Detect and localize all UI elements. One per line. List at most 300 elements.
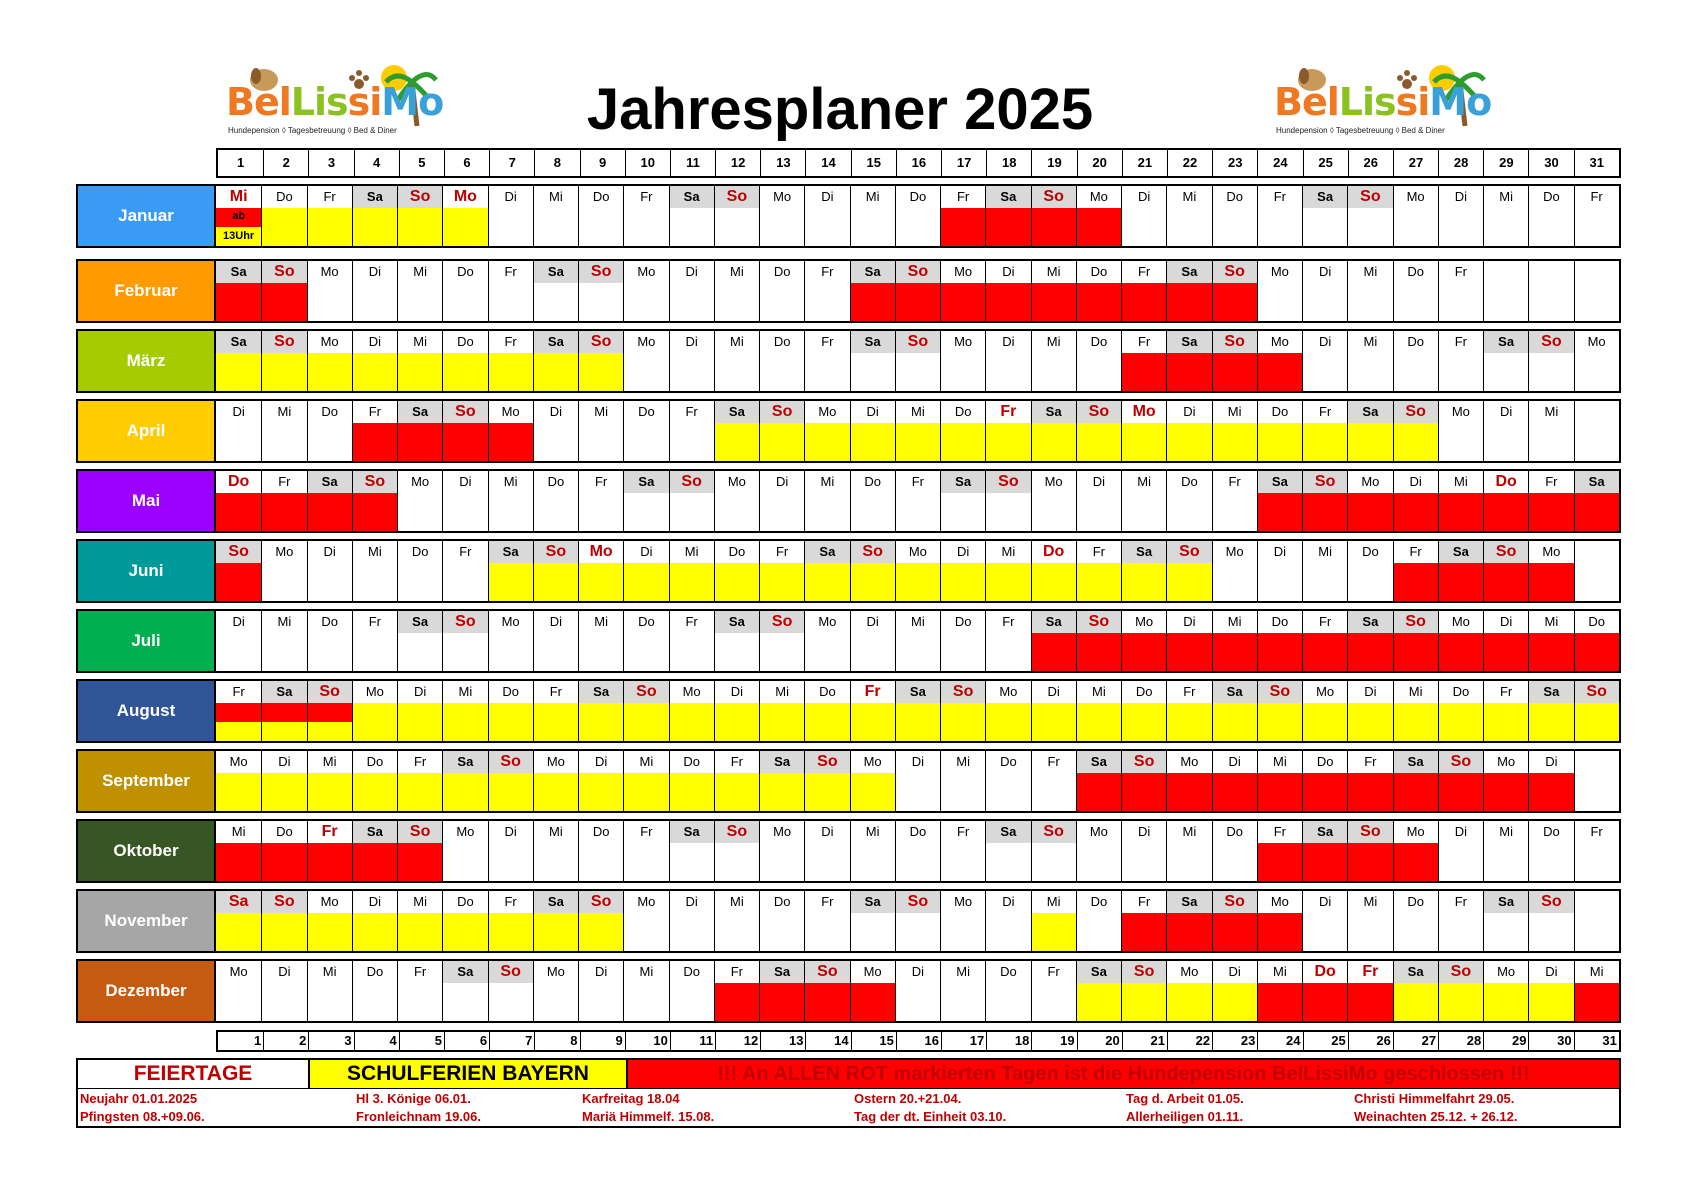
weekday-label: Di <box>1092 474 1106 489</box>
weekday-label: Sa <box>941 471 985 493</box>
day-status <box>896 493 940 531</box>
weekday-label: Mi <box>1001 544 1016 559</box>
day-status <box>1032 913 1076 951</box>
day-cell <box>759 186 804 246</box>
weekday-label: Fr <box>368 614 382 629</box>
day-cell <box>1574 401 1619 461</box>
day-cell <box>1076 471 1121 531</box>
day-cell <box>1302 471 1347 531</box>
weekday-label: Do <box>547 474 565 489</box>
school-holidays-label: SCHULFERIEN BAYERN <box>310 1060 628 1088</box>
day-status <box>670 633 714 671</box>
day-cell <box>533 261 578 321</box>
day-status <box>1167 423 1211 461</box>
day-status <box>1122 283 1166 321</box>
day-status <box>353 703 397 741</box>
weekday-label: So <box>1122 751 1166 773</box>
day-number: 22 <box>1167 150 1212 176</box>
day-number: 14 <box>805 1032 850 1050</box>
day-cell <box>623 261 668 321</box>
weekday-label: So <box>1303 471 1347 493</box>
day-cell <box>578 751 623 811</box>
weekday-label: So <box>1213 891 1257 913</box>
day-status <box>1303 633 1347 671</box>
month-row <box>76 259 1621 323</box>
day-status <box>1303 208 1347 246</box>
day-status <box>986 843 1030 881</box>
weekday-label: Di <box>549 614 563 629</box>
weekday-label: Mo <box>1497 964 1516 979</box>
day-status <box>1077 208 1121 246</box>
weekday-label: Di <box>232 614 245 629</box>
day-status <box>443 563 487 601</box>
weekday-label: Do <box>502 684 519 699</box>
day-cell <box>759 681 804 741</box>
day-status <box>534 493 578 531</box>
weekday-label: Mi <box>956 964 970 979</box>
day-status <box>1484 983 1528 1021</box>
day-status <box>1122 843 1166 881</box>
weekday-label: Mo <box>365 684 384 699</box>
day-cell <box>1076 261 1121 321</box>
weekday-label: Mo <box>863 754 882 769</box>
weekday-label: Fr <box>1454 894 1468 909</box>
weekday-label: Mo <box>908 544 927 559</box>
day-cell <box>1257 541 1302 601</box>
day-cell <box>850 751 895 811</box>
weekday-label: Fr <box>504 264 517 279</box>
weekday-label: Mo <box>1361 474 1380 489</box>
day-cell <box>307 186 352 246</box>
day-status <box>308 633 352 671</box>
day-cell <box>1528 821 1573 881</box>
weekday-label: Mo <box>1135 614 1154 629</box>
weekday-label: Fr <box>1318 404 1332 419</box>
day-cell <box>216 961 261 1021</box>
day-cell <box>1031 821 1076 881</box>
day-cell <box>352 331 397 391</box>
day-number: 2 <box>263 1032 308 1050</box>
weekday-label: Mo <box>863 964 882 979</box>
day-cell <box>940 611 985 671</box>
day-cell <box>1302 401 1347 461</box>
day-status <box>1484 353 1528 391</box>
weekday-label: Do <box>1316 754 1334 769</box>
day-cell <box>1302 961 1347 1021</box>
day-status <box>579 353 623 391</box>
day-cell <box>1031 401 1076 461</box>
day-status <box>715 353 759 391</box>
day-cell <box>1257 471 1302 531</box>
day-number: 22 <box>1167 1032 1212 1050</box>
day-number: 13 <box>760 150 805 176</box>
day-status <box>443 633 487 671</box>
weekday-label: Mi <box>458 684 473 699</box>
day-cell <box>1031 261 1076 321</box>
weekday-label: So <box>398 186 442 208</box>
day-cell <box>1076 401 1121 461</box>
day-status <box>489 703 533 741</box>
day-cell <box>1528 541 1573 601</box>
day-cell <box>216 401 261 461</box>
day-status <box>941 913 985 951</box>
day-cell <box>488 541 533 601</box>
day-status <box>1122 983 1166 1021</box>
day-status <box>262 563 306 601</box>
weekday-label: Fr <box>864 683 881 700</box>
weekday-label: Fr <box>1454 264 1468 279</box>
weekday-label: Sa <box>1032 401 1076 423</box>
weekday-label: Di <box>685 894 698 909</box>
day-status <box>1348 493 1392 531</box>
weekday-label: Mi <box>639 754 654 769</box>
day-status <box>308 283 352 321</box>
day-status <box>805 703 849 741</box>
day-cell <box>1438 821 1483 881</box>
month-label: März <box>78 331 216 391</box>
weekday-label: Do <box>638 614 655 629</box>
day-status <box>1484 913 1528 951</box>
day-status <box>760 843 804 881</box>
day-status <box>398 773 442 811</box>
day-status <box>1077 423 1121 461</box>
day-status <box>1303 773 1347 811</box>
weekday-label: Mo <box>999 684 1018 699</box>
day-status <box>262 423 306 461</box>
day-cell <box>1393 751 1438 811</box>
day-status <box>1529 913 1573 951</box>
day-cell <box>1483 261 1528 321</box>
weekday-label: Mo <box>954 264 973 279</box>
weekday-label: So <box>1439 961 1483 983</box>
day-status <box>1529 983 1573 1021</box>
weekday-label: Do <box>1271 614 1289 629</box>
weekday-label: Mo <box>1270 264 1289 279</box>
day-status <box>1213 423 1257 461</box>
day-status <box>1394 423 1438 461</box>
holiday-entry: Mariä Himmelf. 15.08. <box>582 1109 715 1124</box>
weekday-label: Do <box>1588 614 1605 629</box>
day-cell <box>578 186 623 246</box>
weekday-label: Do <box>457 264 474 279</box>
day-cell <box>895 821 940 881</box>
weekday-label: So <box>1348 186 1392 208</box>
closed-message: !!! An ALLEN ROT markierten Tagen ist die Hundepension BelLissiMo geschlossen !!! <box>628 1060 1619 1088</box>
day-cell <box>759 611 804 671</box>
logo-text: BelLissiMo <box>1274 80 1492 124</box>
day-status <box>986 283 1030 321</box>
weekday-label: So <box>262 331 306 353</box>
weekday-label: Fr <box>413 964 427 979</box>
day-cell <box>1483 541 1528 601</box>
holiday-entry: Ostern 20.+21.04. <box>854 1091 962 1106</box>
day-status <box>353 283 397 321</box>
weekday-label: Di <box>323 544 336 559</box>
day-cell <box>578 821 623 881</box>
weekday-label: Do <box>683 964 700 979</box>
weekday-label: Di <box>1002 264 1015 279</box>
day-cell <box>488 186 533 246</box>
weekday-label: Mi <box>1318 544 1332 559</box>
day-status <box>443 703 487 741</box>
day-number: 12 <box>715 1032 760 1050</box>
weekday-label: Mo <box>1089 824 1108 839</box>
weekday-label: Fr <box>1409 544 1422 559</box>
day-status <box>624 423 668 461</box>
weekday-label: Mi <box>594 404 608 419</box>
day-cell <box>1438 681 1483 741</box>
day-status <box>1394 283 1438 321</box>
day-status <box>1394 563 1438 601</box>
month-row <box>76 399 1621 463</box>
day-number: 20 <box>1077 150 1122 176</box>
day-cell <box>261 681 306 741</box>
weekday-label: Di <box>1137 189 1151 204</box>
day-status <box>1348 353 1392 391</box>
day-status <box>1484 703 1528 741</box>
day-cell <box>442 891 487 951</box>
day-status <box>1394 773 1438 811</box>
day-cell <box>1166 751 1211 811</box>
day-cell <box>1347 891 1392 951</box>
weekday-label: Mi <box>277 404 292 419</box>
day-status <box>624 563 668 601</box>
weekday-label: Sa <box>443 751 487 773</box>
weekday-label: Mo <box>1089 189 1108 204</box>
weekday-label: Do <box>1000 754 1017 769</box>
day-cell <box>216 541 261 601</box>
day-status <box>670 283 714 321</box>
day-cell <box>1166 961 1211 1021</box>
day-cell <box>850 401 895 461</box>
day-status <box>579 208 623 246</box>
weekday-label: Do <box>1495 473 1517 490</box>
day-status <box>1529 843 1573 881</box>
day-cell <box>1574 751 1619 811</box>
day-status <box>489 353 533 391</box>
weekday-label: So <box>715 186 759 208</box>
day-status <box>1529 703 1573 741</box>
weekday-label: So <box>1032 186 1076 208</box>
day-cell <box>1076 541 1121 601</box>
day-status <box>1032 633 1076 671</box>
day-cell <box>397 751 442 811</box>
weekday-label: Sa <box>579 681 623 703</box>
day-status <box>896 843 940 881</box>
day-status <box>851 353 895 391</box>
weekday-label: Fr <box>821 264 834 279</box>
weekday-label: Sa <box>1303 821 1347 843</box>
day-cell <box>804 261 849 321</box>
weekday-label: Di <box>1318 334 1332 349</box>
day-status <box>896 913 940 951</box>
day-status <box>1529 493 1573 531</box>
day-status <box>1032 283 1076 321</box>
holiday-entry: Karfreitag 18.04 <box>582 1091 680 1106</box>
month-label: Januar <box>78 186 216 246</box>
day-status <box>851 913 895 951</box>
weekday-label: Fr <box>1590 189 1603 204</box>
day-cell <box>1212 541 1257 601</box>
holidays-label: FEIERTAGE <box>78 1060 310 1088</box>
day-cell <box>1031 541 1076 601</box>
day-status <box>353 493 397 531</box>
weekday-label: Do <box>1181 474 1198 489</box>
weekday-label: So <box>489 961 533 983</box>
month-row <box>76 749 1621 813</box>
weekday-label: So <box>1394 401 1438 423</box>
weekday-label: Mo <box>229 754 248 769</box>
day-cell <box>714 331 759 391</box>
weekday-label: Sa <box>1394 961 1438 983</box>
weekday-label: Mi <box>1363 334 1378 349</box>
day-cell <box>1438 261 1483 321</box>
weekday-label: Mo <box>727 474 746 489</box>
day-status <box>1258 983 1302 1021</box>
day-status <box>941 423 985 461</box>
weekday-label: Do <box>1090 264 1108 279</box>
month-label: April <box>78 401 216 461</box>
weekday-label: Do <box>638 404 655 419</box>
day-cell <box>1212 821 1257 881</box>
weekday-label: Mi <box>1092 684 1106 699</box>
day-cell <box>307 401 352 461</box>
weekday-label: So <box>1077 611 1121 633</box>
day-cell <box>578 891 623 951</box>
logo-text: BelLissiMo <box>226 80 444 124</box>
day-status <box>1348 703 1392 741</box>
day-cell <box>1483 471 1528 531</box>
weekday-label: So <box>1529 331 1573 353</box>
day-status <box>489 843 533 881</box>
day-cell <box>669 961 714 1021</box>
day-status <box>1167 773 1211 811</box>
day-status <box>1032 423 1076 461</box>
day-cell <box>261 186 306 246</box>
day-status <box>308 423 352 461</box>
day-cell <box>442 681 487 741</box>
day-cell <box>1076 961 1121 1021</box>
day-status <box>308 773 352 811</box>
day-number: 28 <box>1438 150 1483 176</box>
day-cell <box>1574 186 1619 246</box>
day-status <box>1032 493 1076 531</box>
day-status <box>1575 983 1619 1021</box>
day-status <box>353 353 397 391</box>
day-cell <box>397 401 442 461</box>
day-status <box>1122 913 1166 951</box>
day-cell <box>533 331 578 391</box>
day-status <box>1032 703 1076 741</box>
month-row <box>76 959 1621 1023</box>
weekday-label: Fr <box>504 894 517 909</box>
month-row <box>76 539 1621 603</box>
day-number: 29 <box>1483 1032 1528 1050</box>
weekday-label: Sa <box>216 331 261 353</box>
weekday-label: Mi <box>730 894 744 909</box>
day-status <box>1258 423 1302 461</box>
day-cell <box>895 751 940 811</box>
day-status <box>896 563 940 601</box>
day-status <box>534 563 578 601</box>
weekday-label: Sa <box>1439 541 1483 563</box>
day-status <box>398 633 442 671</box>
day-cell <box>1347 261 1392 321</box>
day-status <box>715 773 759 811</box>
weekday-label: So <box>443 401 487 423</box>
weekday-label: Do <box>1135 684 1153 699</box>
day-cell <box>804 891 849 951</box>
day-status <box>1484 773 1528 811</box>
day-cell <box>307 611 352 671</box>
weekday-label: Mo <box>773 189 792 204</box>
day-status <box>1303 423 1347 461</box>
month-row <box>76 679 1621 743</box>
weekday-label: Sa <box>1348 401 1392 423</box>
weekday-label: Mi <box>1544 404 1559 419</box>
weekday-label: So <box>1167 541 1211 563</box>
day-number: 19 <box>1031 150 1076 176</box>
weekday-label: Di <box>368 894 382 909</box>
weekday-label: Do <box>683 754 700 769</box>
day-status <box>534 353 578 391</box>
day-status <box>1122 633 1166 671</box>
day-cell <box>1393 541 1438 601</box>
day-number: 6 <box>444 1032 489 1050</box>
day-status <box>1258 773 1302 811</box>
day-cell <box>1528 186 1573 246</box>
day-cell <box>623 401 668 461</box>
day-status <box>1439 633 1483 671</box>
day-cell <box>1121 401 1166 461</box>
weekday-label: Mo <box>1044 474 1063 489</box>
weekday-label: Fr <box>1454 334 1468 349</box>
weekday-label: Sa <box>1575 471 1619 493</box>
day-status <box>443 423 487 461</box>
weekday-label: Sa <box>443 961 487 983</box>
day-cell <box>850 891 895 951</box>
day-status <box>489 493 533 531</box>
logo-right <box>1270 60 1505 140</box>
day-cell <box>1212 261 1257 321</box>
weekday-label: Di <box>866 404 879 419</box>
day-status <box>1575 843 1619 881</box>
weekday-label: Fr <box>1364 754 1377 769</box>
weekday-label: So <box>986 471 1030 493</box>
weekday-label: Do <box>1407 894 1424 909</box>
day-status <box>1032 353 1076 391</box>
weekday-label: Do <box>321 614 338 629</box>
day-status <box>851 983 895 1021</box>
weekday-label: Mi <box>1046 894 1061 909</box>
weekday-label: Sa <box>1484 891 1528 913</box>
weekday-label: Mo <box>1406 189 1425 204</box>
day-cell <box>1483 401 1528 461</box>
month-label: November <box>78 891 216 951</box>
day-status <box>896 773 940 811</box>
day-cell <box>1166 611 1211 671</box>
day-status <box>1258 283 1302 321</box>
day-cell <box>1438 961 1483 1021</box>
weekday-label: Do <box>773 334 791 349</box>
day-status <box>851 563 895 601</box>
day-number: 28 <box>1438 1032 1483 1050</box>
day-cell <box>940 186 985 246</box>
weekday-label: Di <box>368 264 382 279</box>
day-cell <box>307 471 352 531</box>
day-status <box>1122 563 1166 601</box>
day-cell <box>759 821 804 881</box>
